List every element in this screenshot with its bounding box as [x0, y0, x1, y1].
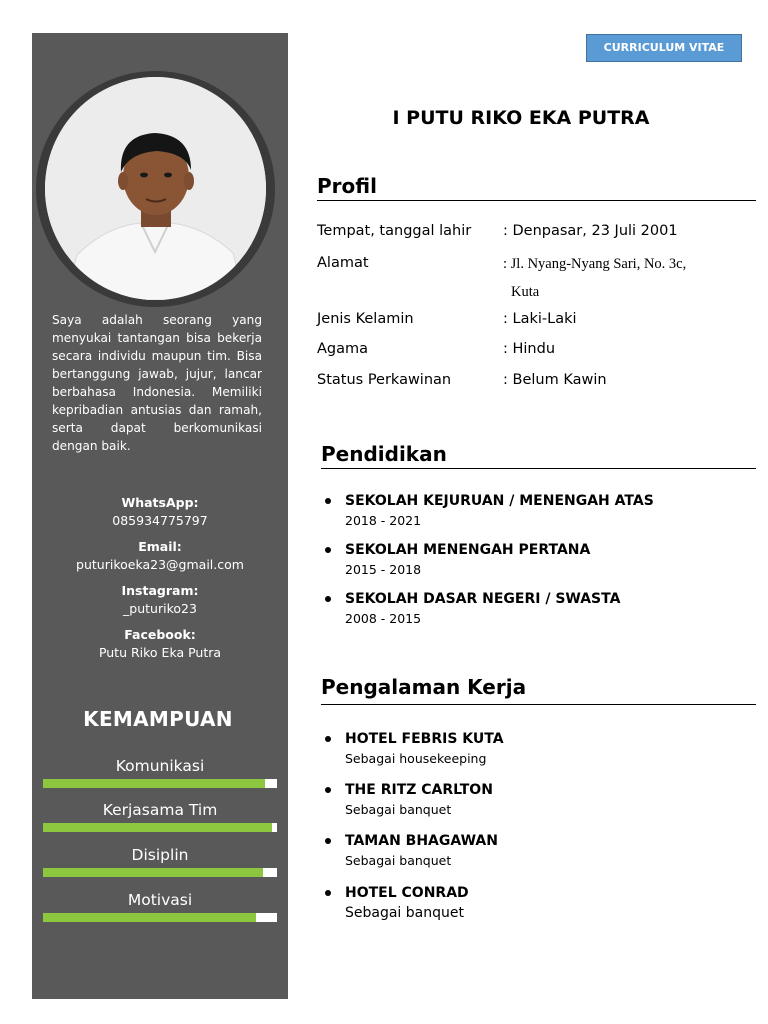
experience-role: Sebagai housekeeping: [345, 751, 487, 766]
skill-bar: [43, 913, 277, 922]
contact-list: [32, 494, 288, 670]
experience-role: Sebagai banquet: [345, 853, 452, 868]
profile-value: : Belum Kawin: [503, 372, 607, 388]
profile-value: : Laki-Laki: [503, 311, 577, 327]
skill-bar-fill: [43, 913, 256, 922]
experience-role: Sebagai banquet: [345, 802, 452, 817]
bullet-icon: [325, 596, 331, 602]
profile-label: Jenis Kelamin: [317, 311, 414, 327]
contact-value: 085934775797: [112, 513, 208, 528]
education-years: 2015 - 2018: [345, 562, 422, 577]
bullet-icon: [325, 838, 331, 844]
skill-bar: [43, 779, 277, 788]
section-title-profil: Profil: [317, 174, 377, 198]
profile-value-cont: Kuta: [511, 284, 540, 300]
experience-title: HOTEL FEBRIS KUTA: [345, 731, 504, 747]
education-title: SEKOLAH KEJURUAN / MENENGAH ATAS: [345, 493, 654, 509]
sidebar: [32, 33, 288, 999]
section-divider: [321, 468, 756, 469]
person-photo-illustration: [45, 77, 266, 300]
section-divider: [317, 200, 756, 201]
experience-role: Sebagai banquet: [345, 905, 464, 921]
skill-motivasi: [43, 891, 277, 922]
contact-label: Instagram:: [121, 583, 199, 598]
profile-photo-frame: [36, 71, 275, 307]
education-years: 2018 - 2021: [345, 513, 422, 528]
person-name: I PUTU RIKO EKA PUTRA: [392, 107, 650, 129]
bullet-icon: [325, 547, 331, 553]
skill-name: Komunikasi: [115, 757, 205, 775]
bullet-icon: [325, 498, 331, 504]
skill-bar: [43, 868, 277, 877]
bullet-icon: [325, 890, 331, 896]
contact-label: Facebook:: [124, 627, 196, 642]
profile-label: Status Perkawinan: [317, 372, 452, 388]
skill-disiplin: [43, 846, 277, 877]
contact-facebook: [32, 626, 288, 662]
skill-bar-fill: [43, 779, 265, 788]
contact-value: Putu Riko Eka Putra: [98, 645, 222, 660]
section-title-pendidikan: Pendidikan: [321, 442, 447, 466]
skill-kerjasama-tim: [43, 801, 277, 832]
contact-value: _puturiko23: [123, 601, 197, 616]
contact-instagram: [32, 582, 288, 618]
contact-label: WhatsApp:: [121, 495, 199, 510]
contact-whatsapp: [32, 494, 288, 530]
profile-photo: [45, 77, 266, 300]
about-text: Saya adalah seorang yang menyukai tantangan bisa bekerja secara individu maupun tim. Bisa bertanggung jawab, jujur, lancar berbahasa Indonesia. Memiliki kepribadian antusias dan ramah, serta dapat berkomunikasi dengan baik.: [52, 313, 262, 453]
education-years: 2008 - 2015: [345, 611, 422, 626]
profile-label: Alamat: [317, 255, 369, 271]
bullet-icon: [325, 787, 331, 793]
section-title-pengalaman-kerja: Pengalaman Kerja: [321, 675, 527, 699]
skill-bar-fill: [43, 868, 263, 877]
section-divider: [321, 704, 756, 705]
profile-label: Agama: [317, 341, 369, 357]
experience-title: TAMAN BHAGAWAN: [345, 833, 498, 849]
education-title: SEKOLAH DASAR NEGERI / SWASTA: [345, 591, 621, 607]
profile-value: : Jl. Nyang-Nyang Sari, No. 3c,: [503, 256, 687, 272]
bullet-icon: [325, 736, 331, 742]
profile-label: Tempat, tanggal lahir: [317, 223, 472, 239]
skill-bar: [43, 823, 277, 832]
experience-title: THE RITZ CARLTON: [345, 782, 493, 798]
education-title: SEKOLAH MENENGAH PERTANA: [345, 542, 591, 558]
contact-email: [32, 538, 288, 574]
skill-bar-fill: [43, 823, 272, 832]
contact-label: Email:: [138, 539, 182, 554]
skill-name: Kerjasama Tim: [102, 801, 218, 819]
profile-value: : Denpasar, 23 Juli 2001: [503, 223, 678, 239]
curriculum-vitae-badge: CURRICULUM VITAE: [586, 34, 742, 62]
skill-name: Motivasi: [127, 891, 193, 909]
contact-value: puturikoeka23@gmail.com: [76, 557, 244, 572]
experience-title: HOTEL CONRAD: [345, 885, 469, 901]
skill-komunikasi: [43, 757, 277, 788]
skill-name: Disiplin: [131, 846, 189, 864]
skills-title: KEMAMPUAN: [83, 707, 233, 731]
profile-value: : Hindu: [503, 341, 556, 357]
